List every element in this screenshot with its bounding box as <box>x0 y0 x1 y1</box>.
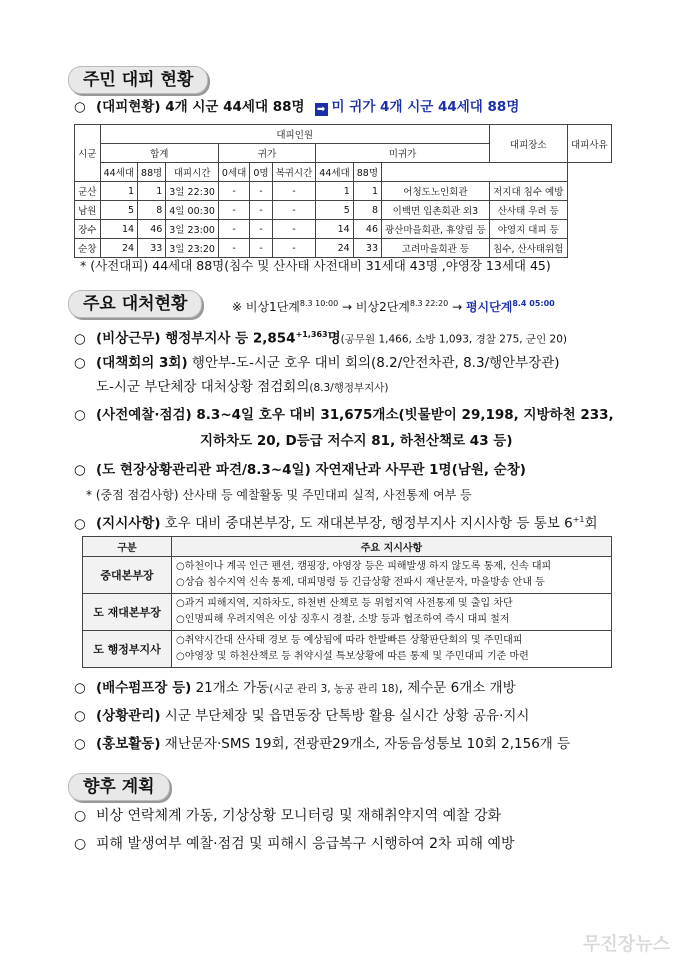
row-label: 중대본부장 <box>83 557 172 594</box>
cell: 1 <box>353 182 381 201</box>
item-tail: 회 <box>584 515 598 532</box>
table-row <box>83 631 612 668</box>
item-text: (비상근무) 행정부지사 등 2,854 <box>96 330 296 347</box>
cell: - <box>218 182 249 201</box>
table-row <box>75 182 612 201</box>
item-rest2: , 제수문 6개소 개방 <box>398 680 516 696</box>
th-sub: 대피시간 <box>166 163 219 182</box>
cell: 저지대 침수 예방 <box>489 182 567 201</box>
cell: 8 <box>353 201 381 220</box>
evac-summary-text: (대피현황) 4개 시군 44세대 88명 <box>96 99 305 115</box>
spacer-cell <box>382 163 568 182</box>
th-sub: 0명 <box>250 163 272 182</box>
th-returned: 귀가 <box>218 144 315 163</box>
cell: 어청도노인회관 <box>382 182 490 201</box>
directive-line: ○과거 피해지역, 지하차도, 하천변 산책로 등 위험지역 사전통제 및 출입 차단 <box>176 598 513 609</box>
cell: 장수 <box>75 220 101 239</box>
response-item <box>74 353 560 373</box>
cell: 광산마을회관, 휴양림 등 <box>382 220 490 239</box>
cell: 5 <box>316 201 353 220</box>
bullet: ○ <box>74 355 86 371</box>
evacuation-table <box>74 124 612 258</box>
cell: 14 <box>316 220 353 239</box>
evac-summary-highlight: 미 귀가 4개 시군 44세대 88명 <box>331 99 520 115</box>
cell: 이백면 입촌회관 외3 <box>382 201 490 220</box>
response-note: * (중점 점검사항) 산사태 등 예찰활동 및 주민대피 실적, 사전통제 여부 등 <box>86 488 472 502</box>
cell: 3일 22:30 <box>166 182 219 201</box>
response-item <box>74 405 614 425</box>
cell: 1 <box>316 182 353 201</box>
item-text: (지시사항) <box>96 515 161 532</box>
stage1-label: ※ 비상1단계 <box>232 300 300 314</box>
section-title-response: 주요 대처현황 <box>68 290 202 318</box>
item-sup: +1,363 <box>295 330 328 339</box>
item-text: (대책회의 3회) <box>96 355 188 371</box>
section-title-plan: 향후 계획 <box>68 773 170 801</box>
response-item <box>74 734 570 754</box>
item-text: (배수펌프장 등) <box>96 680 192 696</box>
item-sup: +1 <box>572 515 585 524</box>
bullet: ○ <box>74 515 86 532</box>
plan-item <box>74 834 515 854</box>
stage1-time: 8.3 10:00 <box>299 299 339 308</box>
th-content: 주요 지시사항 <box>172 537 612 557</box>
th-sub: 44세대 <box>316 163 353 182</box>
item-text: (상황관리) <box>96 708 161 724</box>
item-text: (홍보활동) <box>96 736 161 752</box>
plan-text: 비상 연락체계 가동, 기상상황 모니터링 및 재해취약지역 예찰 강화 <box>96 808 502 824</box>
response-item <box>74 706 529 726</box>
cell: 산사태 우려 등 <box>489 201 567 220</box>
directive-line: ○하천이나 계곡 인근 펜션, 캠핑장, 야영장 등은 피해발생 하지 않도록 통제, 신속 대피 <box>176 561 552 572</box>
response-item <box>74 325 567 350</box>
table-row <box>75 201 612 220</box>
cell: 33 <box>138 239 166 258</box>
th-sub: 88명 <box>353 163 381 182</box>
cell: - <box>250 182 272 201</box>
th-sigun: 시군 <box>75 125 101 182</box>
cell: 46 <box>353 220 381 239</box>
row-label: 도 재대본부장 <box>83 594 172 631</box>
stage2-label: → 비상2단계 <box>342 300 410 314</box>
cell: 3일 23:00 <box>166 220 219 239</box>
cell: 3일 23:20 <box>166 239 219 258</box>
cell: 24 <box>100 239 137 258</box>
th-sub: 복귀시간 <box>272 163 316 182</box>
item-text: (도 현장상황관리관 파견/8.3~4일) 자연재난과 사무관 1명(남원, 순창) <box>96 462 526 478</box>
item-rest: 시군 부단체장 및 읍면동장 단톡방 활용 실시간 상황 공유·지시 <box>160 708 530 724</box>
cell: 순창 <box>75 239 101 258</box>
table-row <box>83 557 612 594</box>
bullet: ○ <box>74 330 86 347</box>
item-text: (사전예찰·점검) 8.3~4일 호우 대비 31,675개소(빗물받이 29,198, 지방하천 233, <box>96 407 614 423</box>
watermark-logo: 무진장뉴스 <box>583 934 670 955</box>
th-evacuees: 대피인원 <box>100 125 489 144</box>
cell: 46 <box>138 220 166 239</box>
table-row <box>75 220 612 239</box>
cell: 1 <box>138 182 166 201</box>
stage3-label: 평시단계 <box>465 300 513 314</box>
th-type: 구분 <box>83 537 172 557</box>
bullet: ○ <box>74 808 87 824</box>
item-small: (공무원 1,466, 소방 1,093, 경찰 275, 군인 20) <box>340 333 568 346</box>
cell: - <box>250 201 272 220</box>
item-cont: 도-시군 부단체장 대처상황 점검회의 <box>96 379 310 395</box>
item-rest: 행안부-도-시군 호우 대비 회의(8.2/안전차관, 8.3/행안부장관) <box>187 355 560 371</box>
response-item <box>74 510 598 534</box>
cell: - <box>272 220 316 239</box>
cell: 1 <box>100 182 137 201</box>
table-row <box>83 594 612 631</box>
cell: 33 <box>353 239 381 258</box>
stage3-time: 8.4 05:00 <box>512 299 555 308</box>
evac-summary <box>74 97 519 117</box>
row-label: 도 행정부지사 <box>83 631 172 668</box>
response-item <box>74 678 516 699</box>
item-small: (시군 관리 3, 농공 관리 18) <box>269 683 399 695</box>
bullet: ○ <box>74 680 86 696</box>
bullet: ○ <box>74 407 86 423</box>
cell: 4일 00:30 <box>166 201 219 220</box>
directive-line: ○인명피해 우려지역은 이상 징후시 경찰, 소방 등과 협조하여 즉시 대피 철저 <box>176 614 510 625</box>
cell: 군산 <box>75 182 101 201</box>
cell: 24 <box>316 239 353 258</box>
bullet: ○ <box>74 99 86 115</box>
response-item <box>74 460 526 480</box>
stage-line <box>232 294 555 317</box>
cell: 5 <box>100 201 137 220</box>
directive-line: ○취약시간대 산사태 경보 등 예상됨에 따라 한발빠른 상황판단회의 및 주민대피 <box>176 635 523 646</box>
row-content <box>172 631 612 668</box>
cell: - <box>218 239 249 258</box>
plan-item <box>74 806 501 826</box>
bullet: ○ <box>74 836 87 852</box>
th-sub: 0세대 <box>218 163 249 182</box>
directive-table <box>82 536 612 668</box>
bullet: ○ <box>74 736 86 752</box>
th-place: 대피장소 <box>489 125 567 163</box>
item-cont-small: (8.3/행정부지사) <box>309 382 389 394</box>
stage-arrow: → <box>452 300 463 314</box>
item-tail: 명 <box>327 330 341 347</box>
cell: 고려마을회관 등 <box>382 239 490 258</box>
row-content <box>172 594 612 631</box>
plan-text: 피해 발생여부 예찰·점검 및 피해시 응급복구 시행하여 2차 피해 예방 <box>96 836 515 852</box>
cell: 14 <box>100 220 137 239</box>
cell: 침수, 산사태위험 <box>489 239 567 258</box>
th-not-returned: 미귀가 <box>316 144 490 163</box>
item-rest: 재난문자·SMS 19회, 전광판29개소, 자동음성통보 10회 2,156개 등 <box>160 736 571 752</box>
th-sub: 44세대 <box>100 163 137 182</box>
response-item-cont <box>96 377 389 398</box>
cell: 야영지 대피 등 <box>489 220 567 239</box>
bullet: ○ <box>74 462 86 478</box>
item-rest: 21개소 가동 <box>191 680 270 696</box>
response-item-cont: 지하차도 20, D등급 저수지 81, 하천산책로 43 등) <box>200 433 513 449</box>
th-reason: 대피사유 <box>567 125 611 163</box>
bullet: ○ <box>74 708 86 724</box>
row-content <box>172 557 612 594</box>
cell: - <box>272 201 316 220</box>
directive-line: ○야영장 및 하천산책로 등 취약시설 특보상황에 따른 통제 및 주민대피 기준 마련 <box>176 651 529 662</box>
cell: 남원 <box>75 201 101 220</box>
table-row <box>75 239 612 258</box>
section-title-evac: 주민 대피 현황 <box>68 66 208 94</box>
cell: - <box>250 220 272 239</box>
cell: - <box>218 220 249 239</box>
arrow-right-icon: ➡ <box>315 103 328 116</box>
cell: 8 <box>138 201 166 220</box>
cell: - <box>272 182 316 201</box>
item-rest: 호우 대비 중대본부장, 도 재대본부장, 행정부지사 지시사항 등 통보 6 <box>160 515 573 532</box>
th-total: 합계 <box>100 144 218 163</box>
cell: - <box>218 201 249 220</box>
cell: - <box>272 239 316 258</box>
cell: - <box>250 239 272 258</box>
stage2-time: 8.3 22:20 <box>409 299 449 308</box>
th-sub: 88명 <box>138 163 166 182</box>
directive-line: ○상습 침수지역 신속 통제, 대피명령 등 긴급상황 전파시 재난문자, 마을방송 안내 등 <box>176 577 545 588</box>
evac-note: * (사전대피) 44세대 88명(침수 및 산사태 사전대비 31세대 43명 ,야영장 13세대 45) <box>80 258 551 273</box>
